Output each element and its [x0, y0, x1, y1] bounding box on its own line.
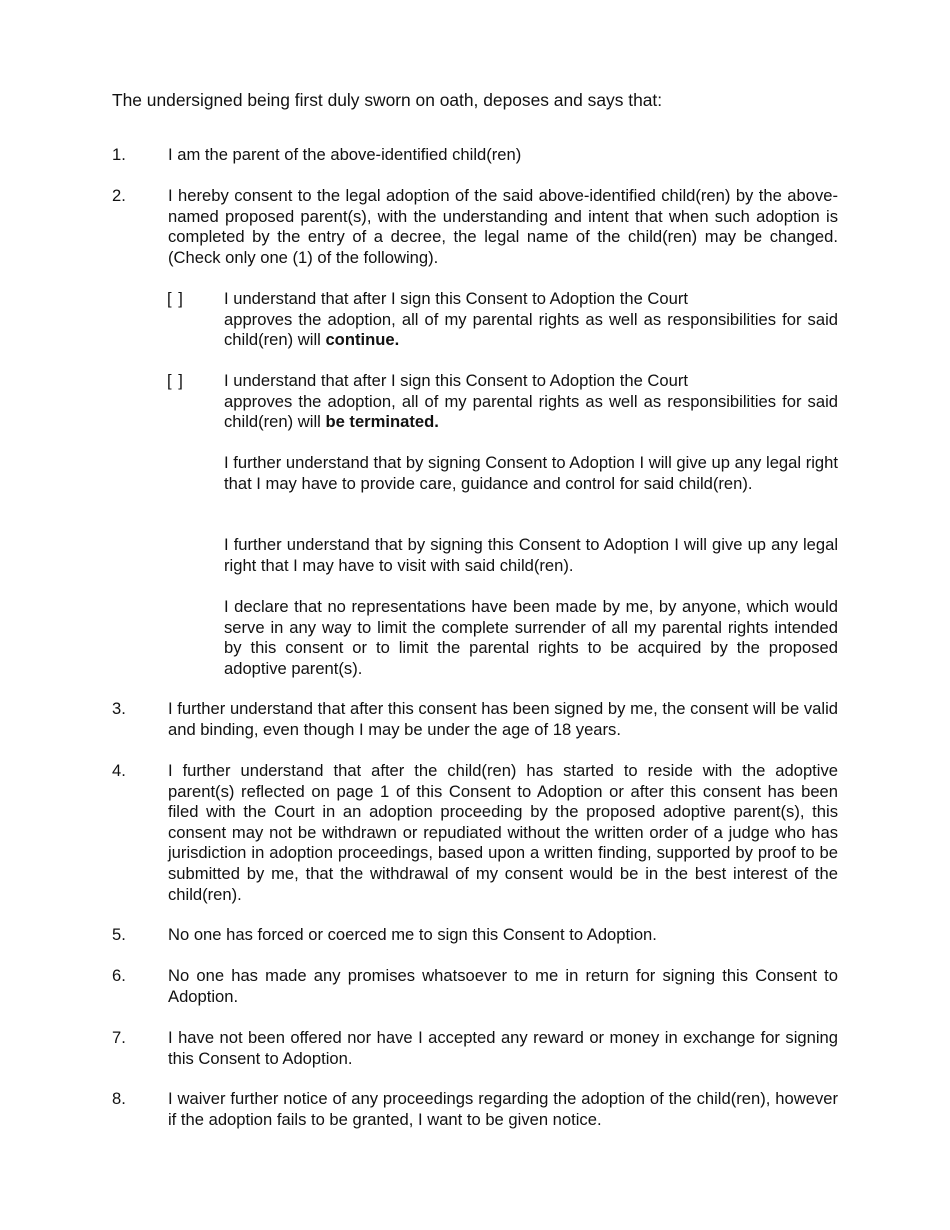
option-continue [167, 289, 838, 351]
option-text [224, 289, 838, 351]
list-item-3 [112, 699, 838, 740]
item-number: 7. [112, 1028, 126, 1047]
item-number: 6. [112, 966, 126, 985]
item-number: 2. [112, 186, 126, 205]
item-number: 5. [112, 925, 126, 944]
item-text: I further understand that after this consent has been signed by me, the consent will be valid and binding, even though I may be under the age of 18 years. [168, 699, 838, 739]
sub-paragraph-care: I further understand that by signing Consent to Adoption I will give up any legal right that I may have to provide care, guidance and control for said child(ren). [224, 453, 838, 493]
item-text: I have not been offered nor have I accepted any reward or money in exchange for signing this Consent to Adoption. [168, 1028, 838, 1068]
sub-paragraph-visit: I further understand that by signing this Consent to Adoption I will give up any legal right that I may have to visit with said child(ren). [224, 535, 838, 575]
list-item-8 [112, 1089, 838, 1130]
item-text: No one has forced or coerced me to sign this Consent to Adoption. [168, 925, 657, 944]
item-text: I waiver further notice of any proceedings regarding the adoption of the child(ren), however if the adoption fails to be granted, I want to be given notice. [168, 1089, 838, 1129]
intro-statement: The undersigned being first duly sworn on oath, deposes and says that: [112, 90, 663, 110]
item-text: I am the parent of the above-identified child(ren) [168, 145, 522, 164]
option-first-line: I understand that after I sign this Consent to Adoption the Court [224, 289, 688, 308]
checkbox-continue[interactable]: [ ] [167, 289, 184, 308]
list-item-4 [112, 761, 838, 905]
list-item-6 [112, 966, 838, 1007]
item-text: No one has made any promises whatsoever to me in return for signing this Consent to Adoption. [168, 966, 838, 1006]
option-rest: approves the adoption, all of my parental rights as well as responsibilities for said child(ren) will [224, 391, 838, 432]
item-number: 8. [112, 1089, 126, 1108]
list-item-7 [112, 1028, 838, 1069]
option-text [224, 371, 838, 433]
option-rest: approves the adoption, all of my parental rights as well as responsibilities for said child(ren) will [224, 309, 838, 350]
option-bold: continue. [325, 330, 400, 350]
item-number: 3. [112, 699, 126, 718]
option-terminated [167, 371, 838, 433]
list-item-2 [112, 186, 838, 268]
item-text: I further understand that after the child(ren) has started to reside with the adoptive parent(s) reflected on page 1 of this Consent to Adoption or after this consent has been filed with the Court in an adoption proceeding by the proposed adoptive parent(s), this consent may not be withdrawn or repudiated without the written order of a judge who has jurisdiction in adoption proceedings, based upon a written finding, supported by proof to be submitted by me, that the withdrawal of my consent would be in the best interest of the child(ren). [168, 761, 838, 904]
item-text: I hereby consent to the legal adoption of the said above-identified child(ren) by the above-named proposed parent(s), with the understanding and intent that when such adoption is completed by the entry of a decree, the legal name of the child(ren) may be changed. (Check only one (1) of the following). [168, 186, 838, 267]
item-number: 1. [112, 145, 126, 164]
sub-paragraph-declaration: I declare that no representations have been made by me, by anyone, which would serve in any way to limit the complete surrender of all my parental rights intended by this consent or to limit the parental rights to be acquired by the proposed adoptive parent(s). [224, 597, 838, 678]
checkbox-terminated[interactable]: [ ] [167, 371, 184, 390]
list-item-5 [112, 925, 838, 946]
option-bold: be terminated. [325, 412, 439, 432]
list-item-1 [112, 145, 838, 166]
item-number: 4. [112, 761, 126, 780]
option-first-line: I understand that after I sign this Consent to Adoption the Court [224, 371, 688, 390]
